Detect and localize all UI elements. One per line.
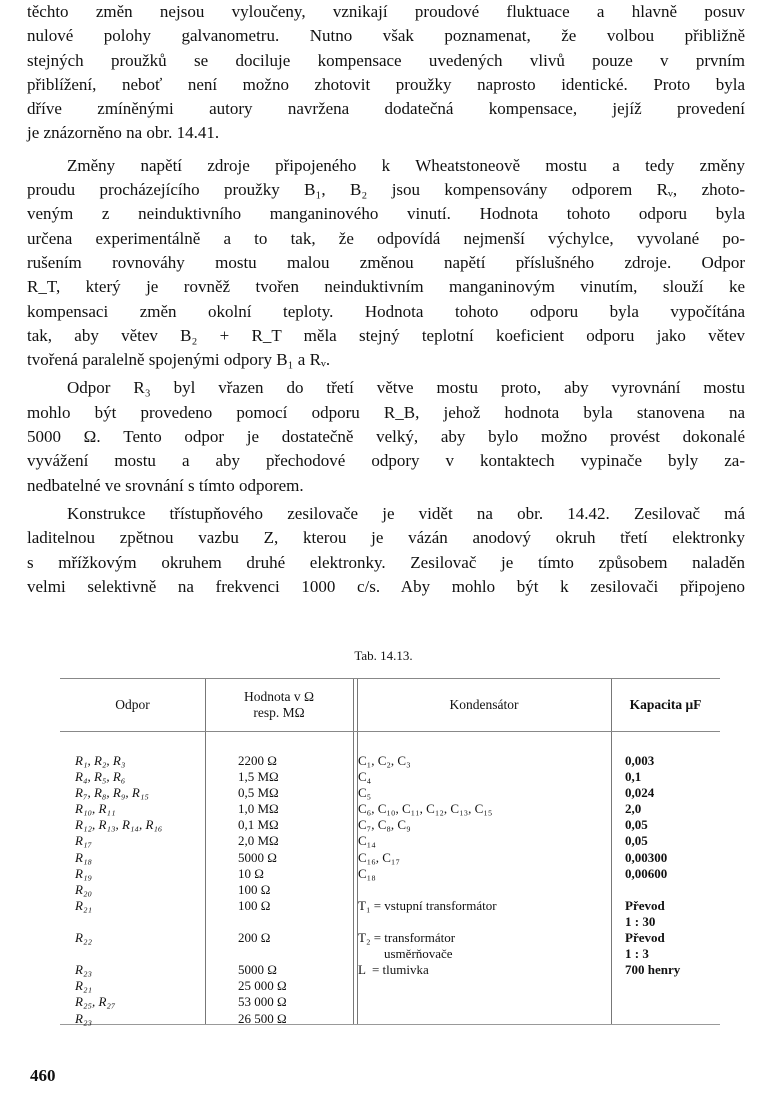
text-line: 5000 Ω. Tento odpor je dostatečně velký, aby bylo možno provést dokonalé bbox=[27, 427, 745, 447]
capacitor-cell: T₂ = transformátor bbox=[358, 930, 456, 946]
text-line: přiblížení, neboť není možno zhotovit proužky naprosto identické. Proto byla bbox=[27, 74, 745, 94]
table-row bbox=[60, 914, 720, 930]
capacitance-value-cell: 700 henry bbox=[625, 962, 681, 978]
resistance-value-cell: 53 000 Ω bbox=[238, 994, 287, 1010]
table-caption: Tab. 14.13. bbox=[354, 648, 413, 663]
text-line: nedbatelné ve srovnání s tímto odporem. bbox=[27, 475, 304, 495]
capacitor-cell: C₁₈ bbox=[358, 865, 376, 881]
resistance-value-cell: 200 Ω bbox=[238, 930, 271, 946]
table-row bbox=[60, 753, 720, 769]
resistor-cell: R₂₁ bbox=[75, 897, 92, 913]
table-row bbox=[60, 962, 720, 978]
resistance-value-cell: 10 Ω bbox=[238, 865, 264, 881]
text-line: je znázorněno na obr. 14.41. bbox=[27, 123, 220, 143]
table-row bbox=[60, 833, 720, 849]
header-kondensator: Kondensátor bbox=[449, 697, 519, 712]
table-row bbox=[60, 898, 720, 914]
text-line: Konstrukce třístupňového zesilovače je vidět na obr. 14.42. Zesilovač má bbox=[67, 503, 745, 523]
text-line: Odpor R₃ byl vřazen do třetí větve mostu proto, aby vyrovnání mostu bbox=[67, 378, 745, 398]
resistor-cell: R₇, R₈, R₉, R₁₅ bbox=[75, 785, 149, 801]
header-odpor: Odpor bbox=[115, 697, 150, 712]
capacitor-cell: C₇, C₈, C₉ bbox=[358, 817, 411, 833]
text-line: vyvážení mostu a aby přechodové odpory v kontaktech vypinače byly za- bbox=[27, 451, 745, 471]
capacitance-value-cell: Převod bbox=[625, 897, 665, 913]
text-line: velmi selektivně na frekvenci 1000 c/s. Aby mohlo být k zesilovači připojeno bbox=[27, 576, 745, 596]
resistor-cell: R₁₉ bbox=[75, 865, 92, 881]
resistance-value-cell: 2200 Ω bbox=[238, 753, 277, 768]
text-line: proudu procházejícího proužky B₁, B₂ jsou kompensovány odporem Rᵥ, zhoto- bbox=[27, 180, 745, 200]
table-body bbox=[60, 753, 720, 1027]
resistance-value-cell: 2,0 MΩ bbox=[238, 833, 279, 849]
table-row bbox=[60, 817, 720, 833]
capacitance-value-cell: 0,00600 bbox=[625, 865, 668, 881]
resistance-value-cell: 0,1 MΩ bbox=[238, 817, 279, 833]
capacitance-value-cell: 0,05 bbox=[625, 817, 648, 833]
page-number: 460 bbox=[30, 1066, 56, 1085]
capacitor-cell: C₁₆, C₁₇ bbox=[358, 849, 400, 865]
text-line: dříve zmíněnými autory navržena dodatečná kompensace, jejíž provedení bbox=[27, 99, 745, 119]
text-line: určena experimentálně a to tak, že odpovídá nejmenší výchylce, vyvolané po- bbox=[27, 228, 745, 248]
capacitance-value-cell: Převod bbox=[625, 930, 665, 946]
capacitor-cell: C₁, C₂, C₃ bbox=[358, 753, 411, 768]
table-row bbox=[60, 978, 720, 994]
resistor-cell: R₂₃ bbox=[75, 962, 92, 978]
resistor-cell: R₄, R₅, R₆ bbox=[75, 769, 126, 785]
resistor-cell: R₁, R₂, R₃ bbox=[75, 753, 126, 768]
resistor-cell: R₂₅, R₂₇ bbox=[75, 994, 116, 1010]
header-kapacita: Kapacita μF bbox=[629, 697, 702, 712]
text-line: stejných proužků se dociluje kompensace uvedených vlivů pouze v prvním bbox=[27, 50, 745, 70]
table-row bbox=[60, 930, 720, 946]
resistance-value-cell: 1,0 MΩ bbox=[238, 801, 279, 817]
text-line: tvořená paralelně spojenými odpory B₁ a Rᵥ. bbox=[27, 350, 331, 370]
resistor-cell: R₁₇ bbox=[75, 833, 92, 849]
header-hodnota: Hodnota v Ω resp. MΩ bbox=[243, 689, 315, 720]
resistor-cell: R₂₁ bbox=[75, 978, 92, 994]
body-text bbox=[27, 0, 745, 599]
resistor-cell: R₁₈ bbox=[75, 849, 92, 865]
resistance-value-cell: 1,5 MΩ bbox=[238, 769, 279, 785]
resistor-cell: R₁₂, R₁₃, R₁₄, R₁₆ bbox=[75, 817, 163, 833]
component-table bbox=[60, 678, 720, 1025]
paragraph bbox=[27, 0, 745, 146]
table-row bbox=[60, 850, 720, 866]
capacitance-value-cell: 2,0 bbox=[625, 801, 642, 817]
text-line: s mřížkovým okruhem druhé elektronky. Zesilovač je tímto způsobem naladěn bbox=[27, 552, 745, 572]
table-row bbox=[60, 801, 720, 817]
paragraph bbox=[27, 376, 745, 497]
resistance-value-cell: 0,5 MΩ bbox=[238, 785, 279, 801]
text-line: Změny napětí zdroje připojeného k Wheatstoneově mostu a tedy změny bbox=[67, 155, 745, 175]
resistance-value-cell: 5000 Ω bbox=[238, 962, 277, 978]
capacitor-cell: C₅ bbox=[358, 785, 372, 801]
capacitance-value-cell: 0,1 bbox=[625, 769, 642, 785]
capacitance-value-cell: 0,003 bbox=[625, 753, 655, 768]
capacitance-value-cell: 1 : 3 bbox=[625, 946, 649, 962]
text-line: tak, aby větev B₂ + R_T měla stejný teplotní koeficient odporu jako větev bbox=[27, 325, 745, 345]
resistance-value-cell: 100 Ω bbox=[238, 897, 271, 913]
capacitor-cell: usměrňovače bbox=[358, 946, 453, 962]
paragraph bbox=[27, 154, 745, 373]
capacitor-cell: T₁ = vstupní transformátor bbox=[358, 897, 497, 913]
resistor-cell: R₁₀, R₁₁ bbox=[75, 801, 116, 817]
capacitor-cell: L = tlumivka bbox=[358, 962, 429, 978]
resistance-value-cell: 26 500 Ω bbox=[238, 1010, 287, 1026]
paragraph bbox=[27, 502, 745, 599]
text-line: mohlo být provedeno pomocí odporu R_B, jehož hodnota byla stanovena na bbox=[27, 402, 745, 422]
header-divider bbox=[60, 731, 720, 732]
table-row bbox=[60, 1011, 720, 1027]
text-line: rušením rovnováhy mostu malou změnou napětí příslušného zdroje. Odpor bbox=[27, 252, 745, 272]
text-line: nulové polohy galvanometru. Nutno však poznamenat, že volbou přibližně bbox=[27, 26, 745, 46]
resistance-value-cell: 25 000 Ω bbox=[238, 978, 287, 994]
text-line: veným z neinduktivního manganinového vinutí. Hodnota tohoto odporu byla bbox=[27, 204, 745, 224]
table-row bbox=[60, 882, 720, 898]
text-line: kompensaci změn okolní teploty. Hodnota tohoto odporu byla vypočítána bbox=[27, 301, 745, 321]
text-line: R_T, který je rovněž tvořen neinduktivním manganinovým vinutím, slouží ke bbox=[27, 277, 745, 297]
table-row bbox=[60, 785, 720, 801]
resistor-cell: R₂₃ bbox=[75, 1010, 92, 1026]
capacitance-value-cell: 0,024 bbox=[625, 785, 655, 801]
table-row bbox=[60, 866, 720, 882]
resistance-value-cell: 100 Ω bbox=[238, 881, 271, 897]
resistor-cell: R₂₀ bbox=[75, 881, 92, 897]
capacitance-value-cell: 0,05 bbox=[625, 833, 648, 849]
table-row bbox=[60, 994, 720, 1010]
table-row bbox=[60, 769, 720, 785]
capacitor-cell: C₄ bbox=[358, 769, 372, 785]
resistor-cell: R₂₂ bbox=[75, 930, 92, 946]
capacitor-cell: C₁₄ bbox=[358, 833, 376, 849]
table-row bbox=[60, 946, 720, 962]
capacitance-value-cell: 1 : 30 bbox=[625, 913, 656, 929]
capacitance-value-cell: 0,00300 bbox=[625, 849, 668, 865]
text-line: těchto změn nejsou vyloučeny, vznikají proudové fluktuace a hlavně posuv bbox=[27, 2, 745, 21]
text-line: laditelnou zpětnou vazbu Z, kterou je vázán anodový okruh třetí elektronky bbox=[27, 528, 745, 548]
capacitor-cell: C₆, C₁₀, C₁₁, C₁₂, C₁₃, C₁₅ bbox=[358, 801, 493, 817]
resistance-value-cell: 5000 Ω bbox=[238, 849, 277, 865]
